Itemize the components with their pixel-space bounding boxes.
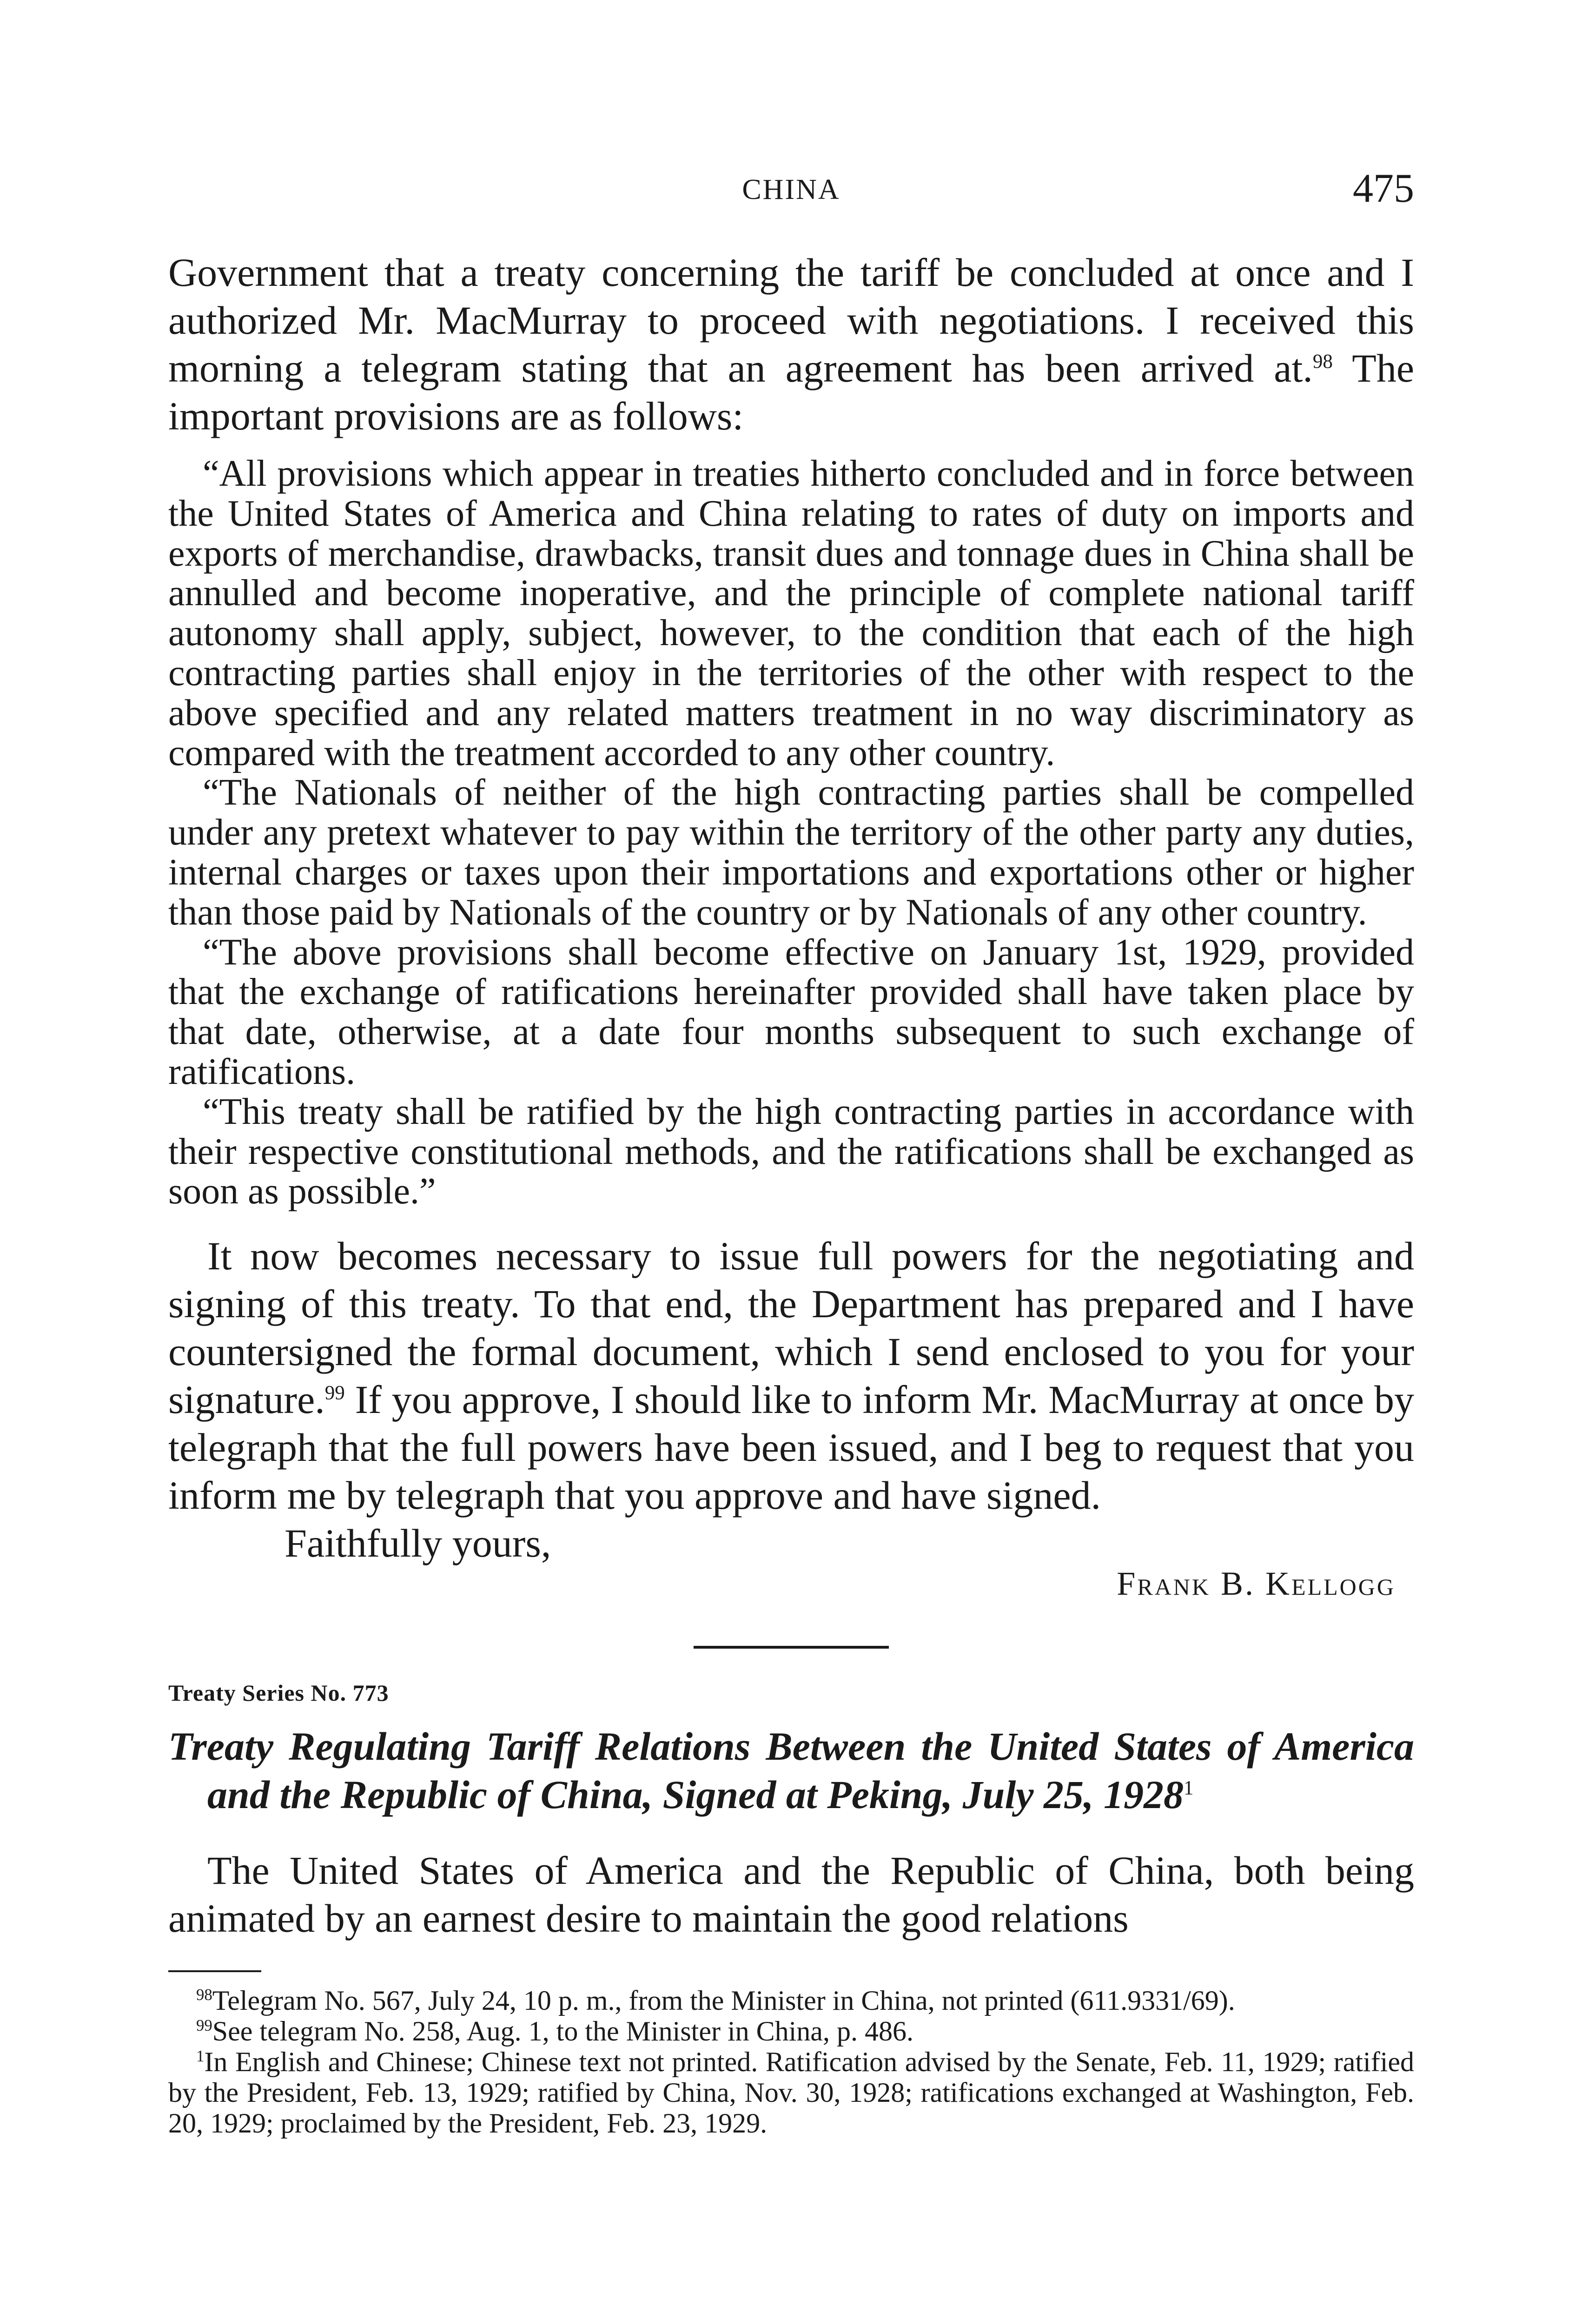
footnote-text: See telegram No. 258, Aug. 1, to the Minister in China, p. 486. xyxy=(212,2016,913,2047)
footnotes xyxy=(168,1985,1414,2139)
footnote-ref-1: 1 xyxy=(1184,1777,1194,1799)
footnote-ref-98: 98 xyxy=(1312,350,1333,373)
quote-paragraph: “The above provisions shall become effective on January 1st, 1929, provided that the exchange of ratifications hereinafter provided shall have taken place by that date, otherwise, at a date four months subsequent to such exchange of ratifications. xyxy=(168,931,1414,1092)
treaty-preamble: The United States of America and the Republic of China, both being animated by an earnest desire to maintain the good relations xyxy=(168,1848,1414,1941)
closing-salutation: Faithfully yours, xyxy=(285,1521,551,1566)
intro-text-after: The important provisions are as follows: xyxy=(168,346,1414,438)
footnote-mark: 98 xyxy=(196,1986,212,2004)
footnote-divider xyxy=(168,1970,261,1972)
treaty-title xyxy=(168,1722,1414,1819)
intro-text: Government that a treaty concerning the tariff be concluded at once and I authorized Mr. MacMurray to proceed with negotiations. I received this morning a telegram stating that an agreement has been arrived at. xyxy=(168,250,1414,390)
page-body xyxy=(168,249,1414,2139)
quote-paragraph: “This treaty shall be ratified by the high contracting parties in accordance with their respective constitutional methods, and the ratifications shall be exchanged as soon as possible.” xyxy=(168,1091,1414,1212)
signature: Frank B. Kellogg xyxy=(1117,1565,1396,1603)
footnote xyxy=(168,1985,1414,2016)
footnote-ref-99: 99 xyxy=(324,1382,345,1404)
footnote xyxy=(168,2047,1414,2139)
quote-paragraph: “The Nationals of neither of the high contracting parties shall be compelled under any pretext whatever to pay within the territory of the other party any duties, internal charges or taxes upon their importations and exportations other or higher than those paid by Nationals of the country or by Nationals of any other country. xyxy=(168,772,1414,933)
quote-paragraph: “All provisions which appear in treaties hitherto concluded and in force between the United States of America and China relating to rates of duty on imports and exports of merchandise, drawbacks, transit dues and tonnage dues in China shall be annulled and become inoperative, and the principle of complete national tariff autonomy shall apply, subject, however, to the condition that each of the high contracting parties shall enjoy in the territories of the other with respect to the above specified and any related matters treatment in no way discriminatory as compared with the treatment accorded to any other country. xyxy=(168,453,1414,773)
running-header xyxy=(168,165,1414,216)
treaty-title-text: Treaty Regulating Tariff Relations Between the United States of America and the Republic of China, Signed at Peking, July 25, 1928 xyxy=(168,1724,1414,1817)
body-paragraph xyxy=(168,1232,1414,1519)
footnote xyxy=(168,2016,1414,2047)
page-number: 475 xyxy=(1353,166,1414,211)
treaty-series-label: Treaty Series No. 773 xyxy=(168,1680,389,1706)
intro-paragraph xyxy=(168,249,1414,440)
section-divider xyxy=(694,1646,889,1649)
footnote-mark: 1 xyxy=(196,2047,205,2066)
footnote-text: In English and Chinese; Chinese text not printed. Ratification advised by the Senate, Feb. 11, 1929; ratified by the President, Feb. 13, 1929; ratified by China, Nov. 30, 1928; ratifications exchanged at Washington, Feb. 20, 1929; proclaimed by the President, Feb. 23, 1929. xyxy=(168,2047,1414,2139)
footnote-text: Telegram No. 567, July 24, 10 p. m., from the Minister in China, not printed (611.9331/69). xyxy=(212,1985,1235,2016)
body-text: It now becomes necessary to issue full powers for the negotiating and signing of this treaty. To that end, the Department has prepared and I have countersigned the formal document, which I send enclosed to you for your signature. xyxy=(168,1234,1414,1422)
running-title: CHINA xyxy=(742,174,840,205)
body-text-after: If you approve, I should like to inform Mr. MacMurray at once by telegraph that the full powers have been issued, and I beg to request that you inform me by telegraph that you approve and have signed. xyxy=(168,1377,1414,1518)
block-quote xyxy=(168,454,1414,1212)
footnote-mark: 99 xyxy=(196,2016,212,2035)
